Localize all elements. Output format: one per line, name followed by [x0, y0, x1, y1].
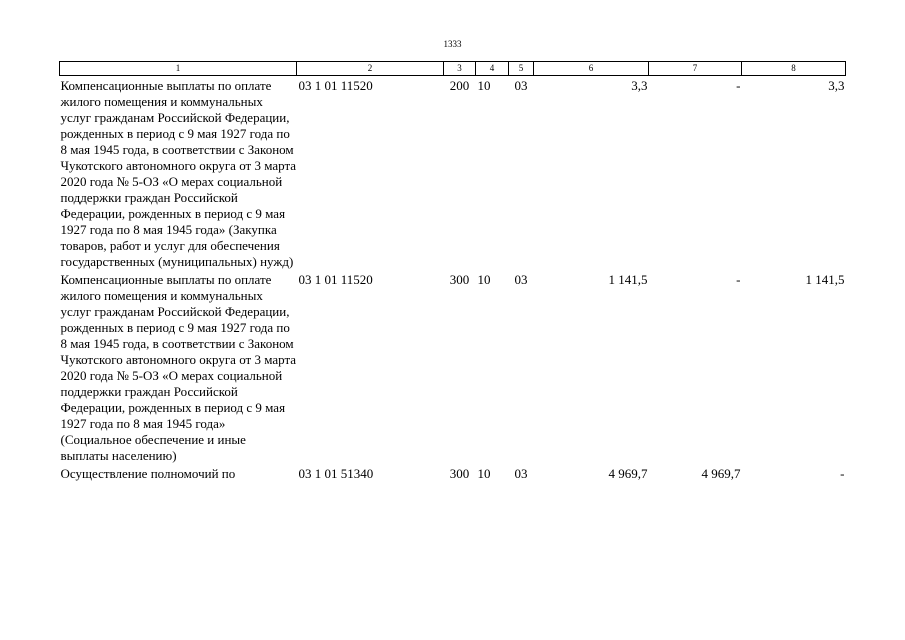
row-col-8: 1 141,5 — [805, 272, 845, 287]
row-code: 03 1 01 11520 — [298, 272, 373, 287]
row-col-3: 200 — [449, 78, 470, 93]
row-code: 03 1 01 51340 — [298, 466, 374, 481]
page-number: 1333 — [443, 39, 462, 49]
row-col-4: 10 — [477, 272, 491, 287]
header-col-7: 7 — [649, 62, 742, 76]
row-col-3: 300 — [449, 466, 470, 481]
row-name: Компенсационные выплаты по оплате жилого помещения и коммунальных услуг гражданам Российской Федерации, рожденных в период с 9 мая 1927 года по 8 мая 1945 года, в соответствии с Законом Чукотского автономного округа от 3 марта 2020 года № 5-ОЗ «О мерах социальной поддержки граждан Российской Федерации, рожденных в период с 9 мая 1927 года по 8 мая 1945 года» (Закупка товаров, работ и услуг для обеспечения государственных (муниципальных) нужд) — [60, 78, 297, 269]
header-col-8: 8 — [742, 62, 846, 76]
table-row — [60, 76, 846, 271]
row-col-6: 1 141,5 — [608, 272, 648, 287]
row-code: 03 1 01 11520 — [298, 78, 373, 93]
table-row — [60, 270, 846, 464]
table-row — [60, 464, 846, 482]
row-col-8: - — [840, 466, 845, 481]
budget-table — [59, 61, 846, 482]
header-row — [60, 62, 846, 76]
row-col-4: 10 — [477, 466, 491, 481]
header-col-5: 5 — [509, 62, 534, 76]
header-col-2: 2 — [297, 62, 444, 76]
row-col-6: 3,3 — [631, 78, 648, 93]
header-col-1: 1 — [60, 62, 297, 76]
row-name: Компенсационные выплаты по оплате жилого помещения и коммунальных услуг гражданам Российской Федерации, рожденных в период с 9 мая 1927 года по 8 мая 1945 года, в соответствии с Законом Чукотского автономного округа от 3 марта 2020 года № 5-ОЗ «О мерах социальной поддержки граждан Российской Федерации, рожденных в период с 9 мая 1927 года по 8 мая 1945 года» (Социальное обеспечение и иные выплаты населению) — [60, 272, 297, 463]
row-col-6: 4 969,7 — [608, 466, 648, 481]
row-col-3: 300 — [449, 272, 470, 287]
table-body — [60, 76, 846, 483]
row-col-5: 03 — [514, 272, 528, 287]
row-col-4: 10 — [477, 78, 491, 93]
row-col-7: - — [736, 78, 741, 93]
header-col-3: 3 — [444, 62, 476, 76]
header-col-6: 6 — [534, 62, 649, 76]
row-col-8: 3,3 — [828, 78, 845, 93]
row-col-7: - — [736, 272, 741, 287]
header-col-4: 4 — [476, 62, 509, 76]
table-header — [60, 62, 846, 76]
row-name: Осуществление полномочий по — [60, 466, 236, 481]
row-col-7: 4 969,7 — [701, 466, 741, 481]
row-col-5: 03 — [514, 466, 528, 481]
row-col-5: 03 — [514, 78, 528, 93]
